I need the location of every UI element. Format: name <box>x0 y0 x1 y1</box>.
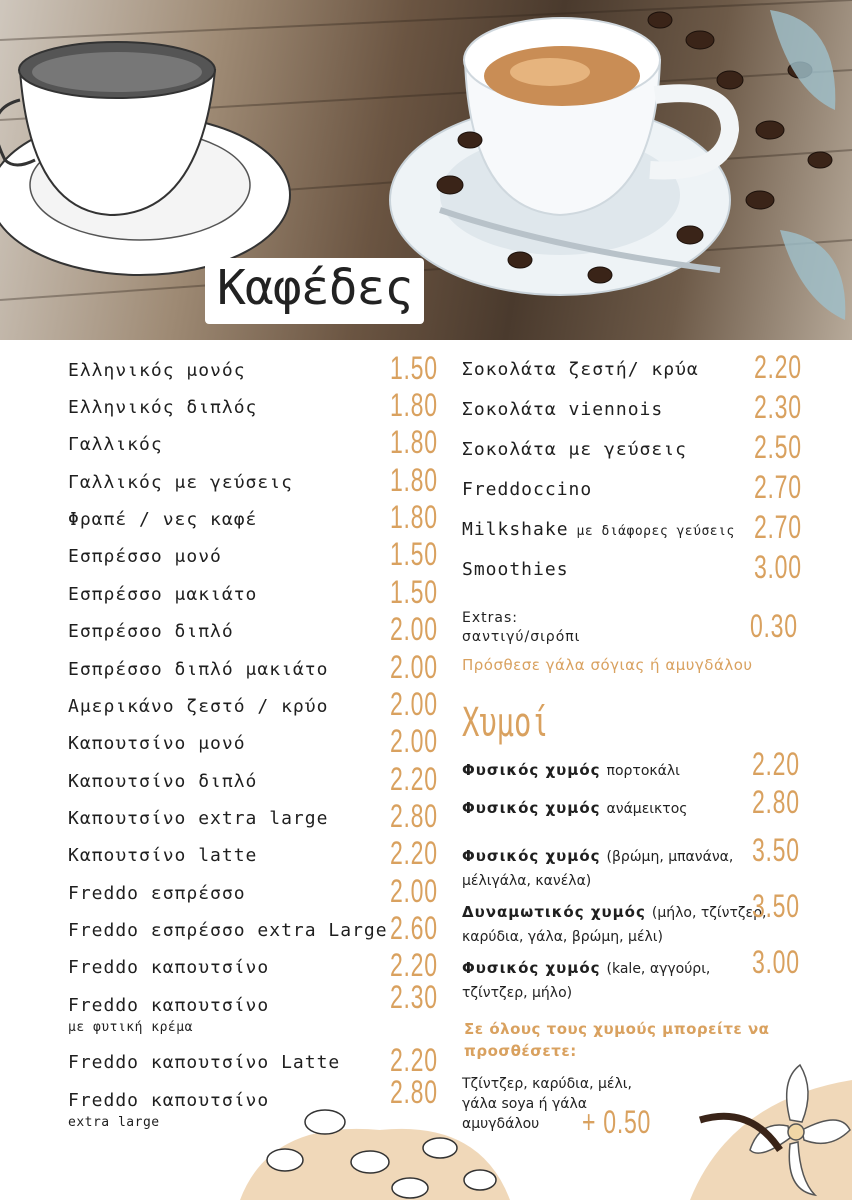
juice-item-line <box>462 760 802 781</box>
juices-addons-1: Τζίντζερ, καρύδια, μέλι, <box>462 1076 632 1092</box>
menu-item-name: Ελληνικός μονός <box>68 360 246 381</box>
menu-item-name: Milkshake <box>462 519 569 540</box>
menu-item-name: Καπουτσίνο latte <box>68 845 258 866</box>
menu-item-price: 2.20 <box>390 835 438 871</box>
menu-item-name: Freddo καπουτσίνο <box>68 1090 270 1111</box>
juice-item-line <box>462 798 802 819</box>
menu-item-subtitle: με φυτική κρέμα <box>68 1020 193 1035</box>
menu-item-name: Εσπρέσσο διπλό <box>68 621 234 642</box>
juice-item-desc: (βρώμη, μπανάνα, <box>606 849 734 865</box>
menu-item-name: Freddo καπουτσίνο <box>68 957 270 978</box>
juice-item <box>462 888 802 954</box>
menu-item-name: Εσπρέσσο διπλό μακιάτο <box>68 659 329 680</box>
menu-item-name: Freddo καπουτσίνο <box>68 995 270 1016</box>
menu-item-price: 2.60 <box>390 910 438 946</box>
menu-item-name: Γαλλικός με γεύσεις <box>68 472 293 493</box>
menu-item <box>462 349 802 397</box>
juice-item-desc-2: τζίντζερ, μήλο) <box>462 985 573 1001</box>
menu-item-price: 1.50 <box>390 350 438 386</box>
menu-item-price: 1.80 <box>390 462 438 498</box>
juice-item-desc-2: καρύδια, γάλα, βρώμη, μέλι) <box>462 929 664 945</box>
coffee-beans-icon <box>230 1100 510 1200</box>
juices-addons-2: γάλα soya ή γάλα <box>462 1096 588 1112</box>
menu-item-price: 2.20 <box>390 947 438 983</box>
menu-item-name: Freddo καπουτσίνο Latte <box>68 1052 341 1073</box>
extras-section <box>462 608 802 678</box>
menu-item-price: 2.20 <box>754 349 802 385</box>
menu-item-price: 2.00 <box>390 686 438 722</box>
coffee-menu-list <box>68 350 448 1160</box>
menu-item-price: 2.70 <box>754 509 802 545</box>
juices-title: Χυμοί <box>462 700 549 746</box>
drinks-menu-list <box>462 349 802 595</box>
menu-item-name: Αμερικάνο ζεστό / κρύο <box>68 696 329 717</box>
juice-item-price: 3.00 <box>752 944 800 980</box>
menu-item-name: Καπουτσίνο extra large <box>68 808 329 829</box>
juice-item-price: 2.80 <box>752 784 800 820</box>
menu-item-price: 1.80 <box>390 424 438 460</box>
juice-item-name: Φυσικός χυμός <box>462 761 601 779</box>
menu-item-name: Σοκολάτα με γεύσεις <box>462 439 687 460</box>
page-title: Καφέδες <box>205 258 424 324</box>
menu-item-price: 3.00 <box>754 549 802 585</box>
juices-addons-3: αμυγδάλου <box>462 1116 540 1132</box>
juices-addons-price: + 0.50 <box>582 1104 652 1140</box>
menu-item-price: 1.50 <box>390 574 438 610</box>
juice-item-name: Δυναμωτικός χυμός <box>462 903 646 921</box>
juice-item-line <box>462 902 802 923</box>
menu-item-price: 2.00 <box>390 873 438 909</box>
menu-item-subtitle: με διάφορες γεύσεις <box>576 524 735 539</box>
menu-item-name: Freddo εσπρέσσο <box>68 883 246 904</box>
juices-addons-title-1: Σε όλους τους χυμούς μπορείτε να <box>464 1020 770 1038</box>
menu-item-price: 2.50 <box>754 429 802 465</box>
extras-items: σαντιγύ/σιρόπι <box>462 629 581 645</box>
menu-item <box>462 429 802 477</box>
juice-item-desc: (kale, αγγούρι, <box>606 961 711 977</box>
menu-item-name: Σοκολάτα ζεστή/ κρύα <box>462 359 699 380</box>
menu-item-name: Καπουτσίνο μονό <box>68 733 246 754</box>
menu-item-price: 2.00 <box>390 611 438 647</box>
vanilla-flower-icon <box>690 1060 852 1200</box>
juice-item-price: 3.50 <box>752 888 800 924</box>
juice-item-desc: ανάμεικτος <box>606 801 688 817</box>
menu-item <box>68 979 448 1035</box>
menu-item-name: Σοκολάτα viennois <box>462 399 664 420</box>
juice-item <box>462 784 802 850</box>
sketch-cup-icon <box>0 42 290 275</box>
menu-item <box>462 469 802 517</box>
menu-item-name: Ελληνικός διπλός <box>68 397 258 418</box>
menu-item-price: 1.80 <box>390 499 438 535</box>
menu-item <box>462 509 802 557</box>
juice-item-desc: πορτοκάλι <box>606 763 680 779</box>
juice-item <box>462 944 802 1010</box>
extras-note: Πρόσθεσε γάλα σόγιας ή αμυγδάλου <box>462 656 753 674</box>
menu-item-subtitle: extra large <box>68 1115 160 1130</box>
menu-item-name: Εσπρέσσο μονό <box>68 546 222 567</box>
menu-item-price: 2.30 <box>754 389 802 425</box>
menu-item-name: Γαλλικός <box>68 434 163 455</box>
menu-item-price: 2.20 <box>390 761 438 797</box>
menu-item-price: 2.20 <box>390 1042 438 1078</box>
juice-item <box>462 832 802 898</box>
extras-label: Extras: <box>462 610 518 626</box>
menu-item-name: Φραπέ / νες καφέ <box>68 509 258 530</box>
menu-item-price: 2.30 <box>390 979 438 1015</box>
menu-item-price: 2.70 <box>754 469 802 505</box>
menu-item-price: 1.80 <box>390 387 438 423</box>
hero-banner <box>0 0 852 340</box>
menu-item-price: 1.50 <box>390 536 438 572</box>
menu-item-price: 2.00 <box>390 723 438 759</box>
menu-item-name: Smoothies <box>462 559 569 580</box>
menu-item-name: Freddoccino <box>462 479 593 500</box>
juice-item-price: 2.20 <box>752 746 800 782</box>
juice-item-desc: (μήλο, τζίντζερ, <box>651 905 767 921</box>
juice-item-name: Φυσικός χυμός <box>462 799 601 817</box>
juice-item-desc-2: μέλιγάλα, κανέλα) <box>462 873 592 889</box>
juice-item-price: 3.50 <box>752 832 800 868</box>
menu-item-price: 2.00 <box>390 649 438 685</box>
extras-price: 0.30 <box>750 608 798 644</box>
juice-item-name: Φυσικός χυμός <box>462 847 601 865</box>
menu-item <box>462 549 802 597</box>
menu-item <box>462 389 802 437</box>
menu-item-name: Freddo εσπρέσσο extra Large <box>68 920 388 941</box>
juice-item-line <box>462 958 802 979</box>
juices-addons-title-2: προσθέσετε: <box>464 1042 577 1060</box>
hero-coffee-illustration <box>0 0 852 340</box>
menu-item-price: 2.80 <box>390 1074 438 1110</box>
juice-item-name: Φυσικός χυμός <box>462 959 601 977</box>
menu-item-name: Εσπρέσσο μακιάτο <box>68 584 258 605</box>
menu-item-name: Καπουτσίνο διπλό <box>68 771 258 792</box>
menu-item-price: 2.80 <box>390 798 438 834</box>
juice-item-line <box>462 846 802 867</box>
